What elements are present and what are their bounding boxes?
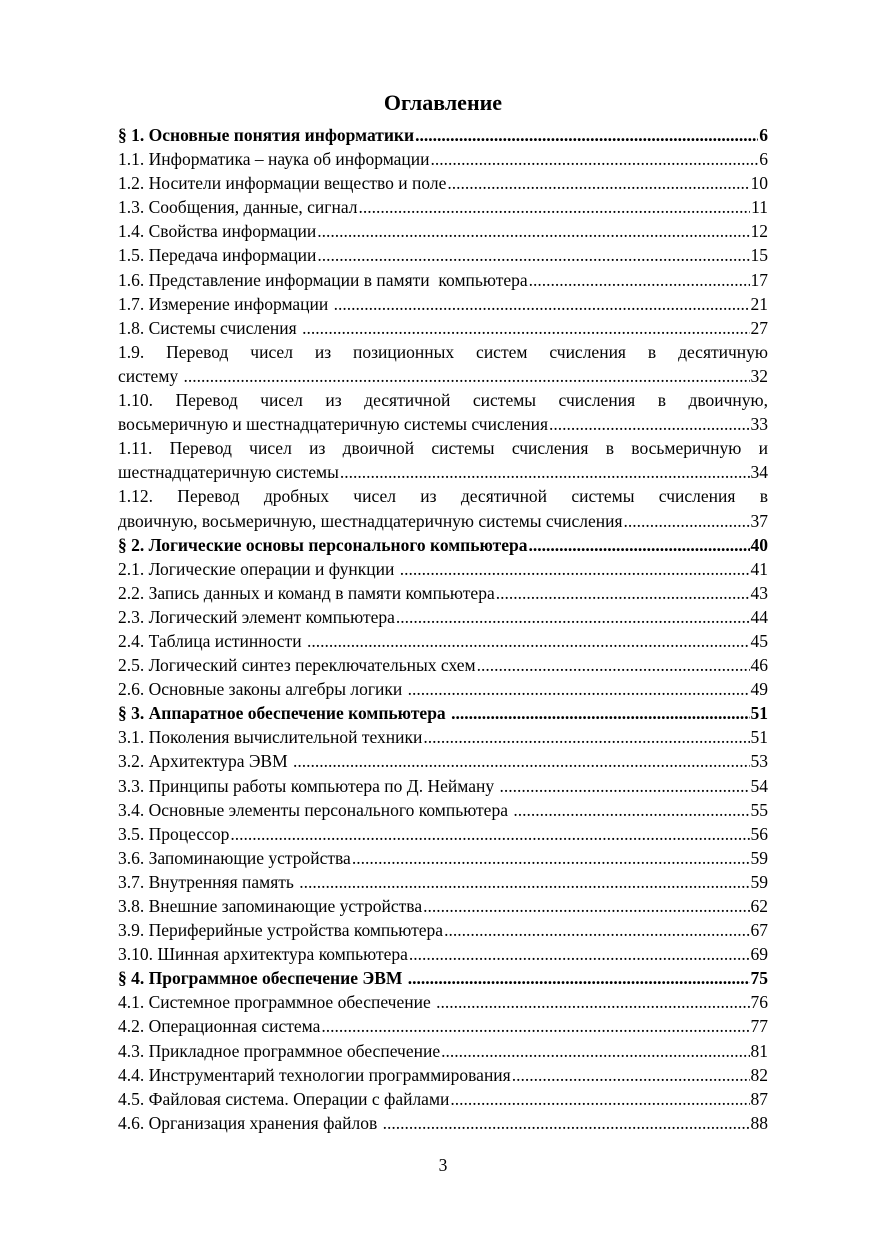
toc-entry-line (118, 243, 768, 267)
toc-entry-title: 4.2. Операционная система (118, 1016, 321, 1037)
toc-entry-page: 82 (750, 1064, 768, 1085)
toc-entry (118, 894, 768, 918)
toc-entry-title: 2.2. Запись данных и команд в памяти компьютера (118, 582, 495, 603)
toc-entry (118, 653, 768, 677)
toc-entry (118, 1039, 768, 1063)
toc-entry-title: 3.8. Внешние запоминающие устройства (118, 896, 423, 916)
toc-section-heading (118, 123, 768, 147)
toc-entry (118, 774, 768, 798)
toc-entry-title: 1.5. Передача информации (118, 245, 317, 266)
toc-entry-title: 2.4. Таблица истинности (118, 630, 306, 651)
dot-leader (444, 918, 749, 942)
toc-entry-page: 6 (759, 149, 768, 170)
toc-entry-page: 76 (750, 992, 768, 1013)
table-of-contents (118, 123, 768, 1135)
dot-leader (513, 798, 749, 822)
dot-leader (408, 677, 750, 701)
toc-entry-line (118, 123, 768, 147)
toc-entry-line (118, 725, 768, 749)
toc-entry-title: 3.2. Архитектура ЭВМ (118, 751, 293, 772)
dot-leader (477, 653, 750, 677)
toc-entry-page: 37 (750, 510, 768, 531)
toc-entry (118, 725, 768, 749)
dot-leader (529, 268, 750, 292)
toc-entry-line (118, 870, 768, 894)
toc-entry-line (118, 219, 768, 243)
toc-entry (118, 605, 768, 629)
toc-entry-page: 43 (750, 582, 768, 603)
toc-entry (118, 798, 768, 822)
toc-entry-page: 59 (750, 847, 768, 868)
toc-entry-page: 44 (750, 606, 768, 627)
toc-entry-page: 40 (750, 534, 768, 555)
toc-entry-title: 4.1. Системное программное обеспечение (118, 992, 436, 1013)
toc-entry-line (118, 774, 768, 798)
dot-leader (400, 557, 750, 581)
toc-entry-page: 15 (750, 245, 768, 266)
dot-leader (624, 509, 750, 533)
toc-entry-line (118, 195, 768, 219)
toc-entry-page: 56 (750, 823, 768, 844)
toc-entry-page: 33 (750, 414, 768, 435)
toc-entry-title: § 4. Программное обеспечение ЭВМ (118, 968, 407, 989)
toc-entry-line (118, 1087, 768, 1111)
toc-entry-line (118, 171, 768, 195)
dot-leader (230, 822, 749, 846)
toc-entry-page: 77 (750, 1016, 768, 1037)
dot-leader (340, 460, 750, 484)
toc-entry-first-line: 1.11. Перевод чисел из двоичной системы счисления в восьмеричную и (118, 438, 768, 459)
toc-entry (118, 147, 768, 171)
toc-entry-title: 3.3. Принципы работы компьютера по Д. Нейману (118, 775, 499, 796)
toc-entry-page: 10 (750, 173, 768, 194)
page-title: Оглавление (383, 90, 503, 115)
toc-entry-page: 46 (750, 655, 768, 676)
toc-entry-page: 88 (750, 1112, 768, 1133)
toc-entry-line (118, 1039, 768, 1063)
toc-entry-page: 12 (750, 221, 768, 242)
toc-entry-line (118, 990, 768, 1014)
dot-leader (528, 533, 749, 557)
toc-entry-line (118, 798, 768, 822)
toc-entry (118, 484, 768, 532)
dot-leader (307, 629, 750, 653)
toc-entry (118, 171, 768, 195)
toc-entry-first-line: 1.9. Перевод чисел из позиционных систем счисления в десятичную (118, 341, 768, 362)
toc-entry-page: 62 (750, 896, 768, 916)
dot-leader (302, 316, 749, 340)
toc-entry (118, 629, 768, 653)
toc-entry (118, 677, 768, 701)
toc-entry-title: § 2. Логические основы персонального компьютера (118, 534, 528, 555)
toc-section-heading (118, 533, 768, 557)
toc-entry (118, 243, 768, 267)
toc-entry (118, 436, 768, 484)
dot-leader (321, 1014, 749, 1038)
toc-entry-title: восьмеричную и шестнадцатеричную системы счисления (118, 414, 548, 435)
toc-entry-line (118, 292, 768, 316)
dot-leader (549, 412, 750, 436)
toc-entry-title: 3.9. Периферийные устройства компьютера (118, 920, 444, 941)
toc-entry-first-line: 1.10. Перевод чисел из десятичной системы счисления в двоичную, (118, 390, 768, 411)
dot-leader (396, 605, 750, 629)
toc-entry-line (118, 653, 768, 677)
page-number: 3 (438, 1155, 448, 1175)
toc-entry (118, 268, 768, 292)
toc-entry-line (118, 677, 768, 701)
toc-entry (118, 1063, 768, 1087)
toc-entry (118, 388, 768, 436)
toc-entry (118, 990, 768, 1014)
toc-entry-title: 4.5. Файловая система. Операции с файлами (118, 1088, 450, 1109)
toc-entry-title: 3.4. Основные элементы персонального компьютера (118, 799, 513, 820)
toc-entry-title: 1.1. Информатика – наука об информации (118, 149, 430, 170)
toc-entry-line (118, 1111, 768, 1135)
toc-entry-title: § 1. Основные понятия информатики (118, 125, 415, 145)
dot-leader (358, 195, 750, 219)
toc-entry-page: 6 (759, 125, 768, 145)
toc-entry (118, 195, 768, 219)
dot-leader (431, 147, 759, 171)
dot-leader (447, 171, 749, 195)
toc-entry-first-line: 1.12. Перевод дробных чисел из десятичной системы счисления в (118, 486, 768, 507)
toc-entry-line (118, 460, 768, 484)
toc-entry-line (118, 147, 768, 171)
dot-leader (436, 990, 749, 1014)
toc-entry-line (118, 1014, 768, 1038)
dot-leader (450, 1087, 749, 1111)
toc-section-heading (118, 701, 768, 725)
toc-entry-page: 51 (750, 703, 768, 724)
toc-entry-line (118, 894, 768, 918)
dot-leader (334, 292, 750, 316)
toc-entry-title: 4.3. Прикладное программное обеспечение (118, 1040, 441, 1061)
toc-entry-line (118, 629, 768, 653)
toc-entry-title: 3.6. Запоминающие устройства (118, 847, 351, 868)
toc-entry (118, 749, 768, 773)
toc-entry-line (118, 268, 768, 292)
dot-leader (441, 1039, 749, 1063)
toc-entry-title: 3.1. Поколения вычислительной техники (118, 727, 423, 748)
toc-entry-line (118, 605, 768, 629)
dot-leader (512, 1063, 750, 1087)
toc-entry-line (118, 846, 768, 870)
toc-entry-page: 17 (750, 269, 768, 290)
toc-entry-page: 27 (750, 317, 768, 338)
toc-entry-title: 3.5. Процессор (118, 823, 230, 844)
toc-entry-line (118, 749, 768, 773)
dot-leader (317, 243, 749, 267)
dot-leader (383, 1111, 750, 1135)
toc-entry-title: 2.5. Логический синтез переключательных схем (118, 655, 476, 676)
toc-entry-title: 4.4. Инструментарий технологии программирования (118, 1064, 511, 1085)
toc-entry-title: 3.7. Внутренняя память (118, 871, 299, 892)
toc-entry (118, 846, 768, 870)
toc-entry-page: 45 (750, 630, 768, 651)
toc-entry-page: 53 (750, 751, 768, 772)
toc-entry-line (118, 966, 768, 990)
toc-entry (118, 316, 768, 340)
dot-leader (496, 581, 750, 605)
dot-leader (409, 942, 750, 966)
dot-leader (317, 219, 749, 243)
dot-leader (293, 749, 749, 773)
toc-entry (118, 942, 768, 966)
toc-entry-page: 21 (750, 293, 768, 314)
toc-entry-title: 1.7. Измерение информации (118, 293, 333, 314)
toc-entry-line (118, 918, 768, 942)
dot-leader (423, 894, 749, 918)
toc-entry (118, 918, 768, 942)
toc-entry (118, 292, 768, 316)
toc-entry-page: 55 (750, 799, 768, 820)
toc-entry-title: систему (118, 365, 183, 386)
toc-section-heading (118, 966, 768, 990)
toc-entry-line (118, 557, 768, 581)
toc-entry-title: 2.3. Логический элемент компьютера (118, 606, 395, 627)
dot-leader (352, 846, 750, 870)
toc-entry (118, 822, 768, 846)
toc-entry-title: 1.4. Свойства информации (118, 221, 317, 242)
toc-entry-title: 3.10. Шинная архитектура компьютера (118, 944, 408, 965)
toc-entry-page: 81 (750, 1040, 768, 1061)
toc-entry (118, 1111, 768, 1135)
toc-entry-line (118, 581, 768, 605)
toc-entry-line (118, 1063, 768, 1087)
dot-leader (423, 725, 749, 749)
toc-entry-title: 4.6. Организация хранения файлов (118, 1112, 382, 1133)
dot-leader (299, 870, 749, 894)
toc-entry-line (118, 942, 768, 966)
dot-leader (184, 364, 750, 388)
toc-entry-page: 11 (751, 197, 768, 218)
dot-leader (415, 123, 758, 147)
toc-entry-line (118, 412, 768, 436)
toc-entry-title: 2.6. Основные законы алгебры логики (118, 679, 407, 700)
toc-entry-page: 32 (750, 365, 768, 386)
toc-entry-title: 1.2. Носители информации вещество и поле (118, 173, 447, 194)
toc-entry-page: 34 (750, 462, 768, 483)
toc-entry-page: 67 (750, 920, 768, 941)
toc-entry-page: 54 (750, 775, 768, 796)
toc-entry-page: 59 (750, 871, 768, 892)
toc-entry-title: § 3. Аппаратное обеспечение компьютера (118, 703, 451, 724)
toc-entry-line (118, 509, 768, 533)
toc-entry (118, 1014, 768, 1038)
toc-entry-page: 51 (750, 727, 768, 748)
toc-entry-title: 1.3. Сообщения, данные, сигнал (118, 197, 358, 218)
toc-entry-title: 1.6. Представление информации в памяти компьютера (118, 269, 528, 290)
toc-entry-title: двоичную, восьмеричную, шестнадцатеричную системы счисления (118, 510, 623, 531)
toc-entry-line (118, 533, 768, 557)
toc-entry-title: 1.8. Системы счисления (118, 317, 302, 338)
toc-entry-line (118, 364, 768, 388)
toc-entry-page: 69 (750, 944, 768, 965)
toc-entry (118, 870, 768, 894)
dot-leader (451, 701, 749, 725)
toc-entry-page: 49 (750, 679, 768, 700)
dot-leader (408, 966, 750, 990)
toc-entry-line (118, 701, 768, 725)
toc-entry (118, 581, 768, 605)
toc-entry-page: 41 (750, 558, 768, 579)
toc-entry-title: шестнадцатеричную системы (118, 462, 339, 483)
toc-entry-page: 87 (750, 1088, 768, 1109)
toc-entry-line (118, 316, 768, 340)
toc-entry (118, 219, 768, 243)
toc-entry (118, 340, 768, 388)
toc-entry-title: 2.1. Логические операции и функции (118, 558, 399, 579)
toc-entry (118, 1087, 768, 1111)
toc-entry-page: 75 (750, 968, 768, 989)
toc-entry-line (118, 822, 768, 846)
dot-leader (499, 774, 749, 798)
toc-entry (118, 557, 768, 581)
